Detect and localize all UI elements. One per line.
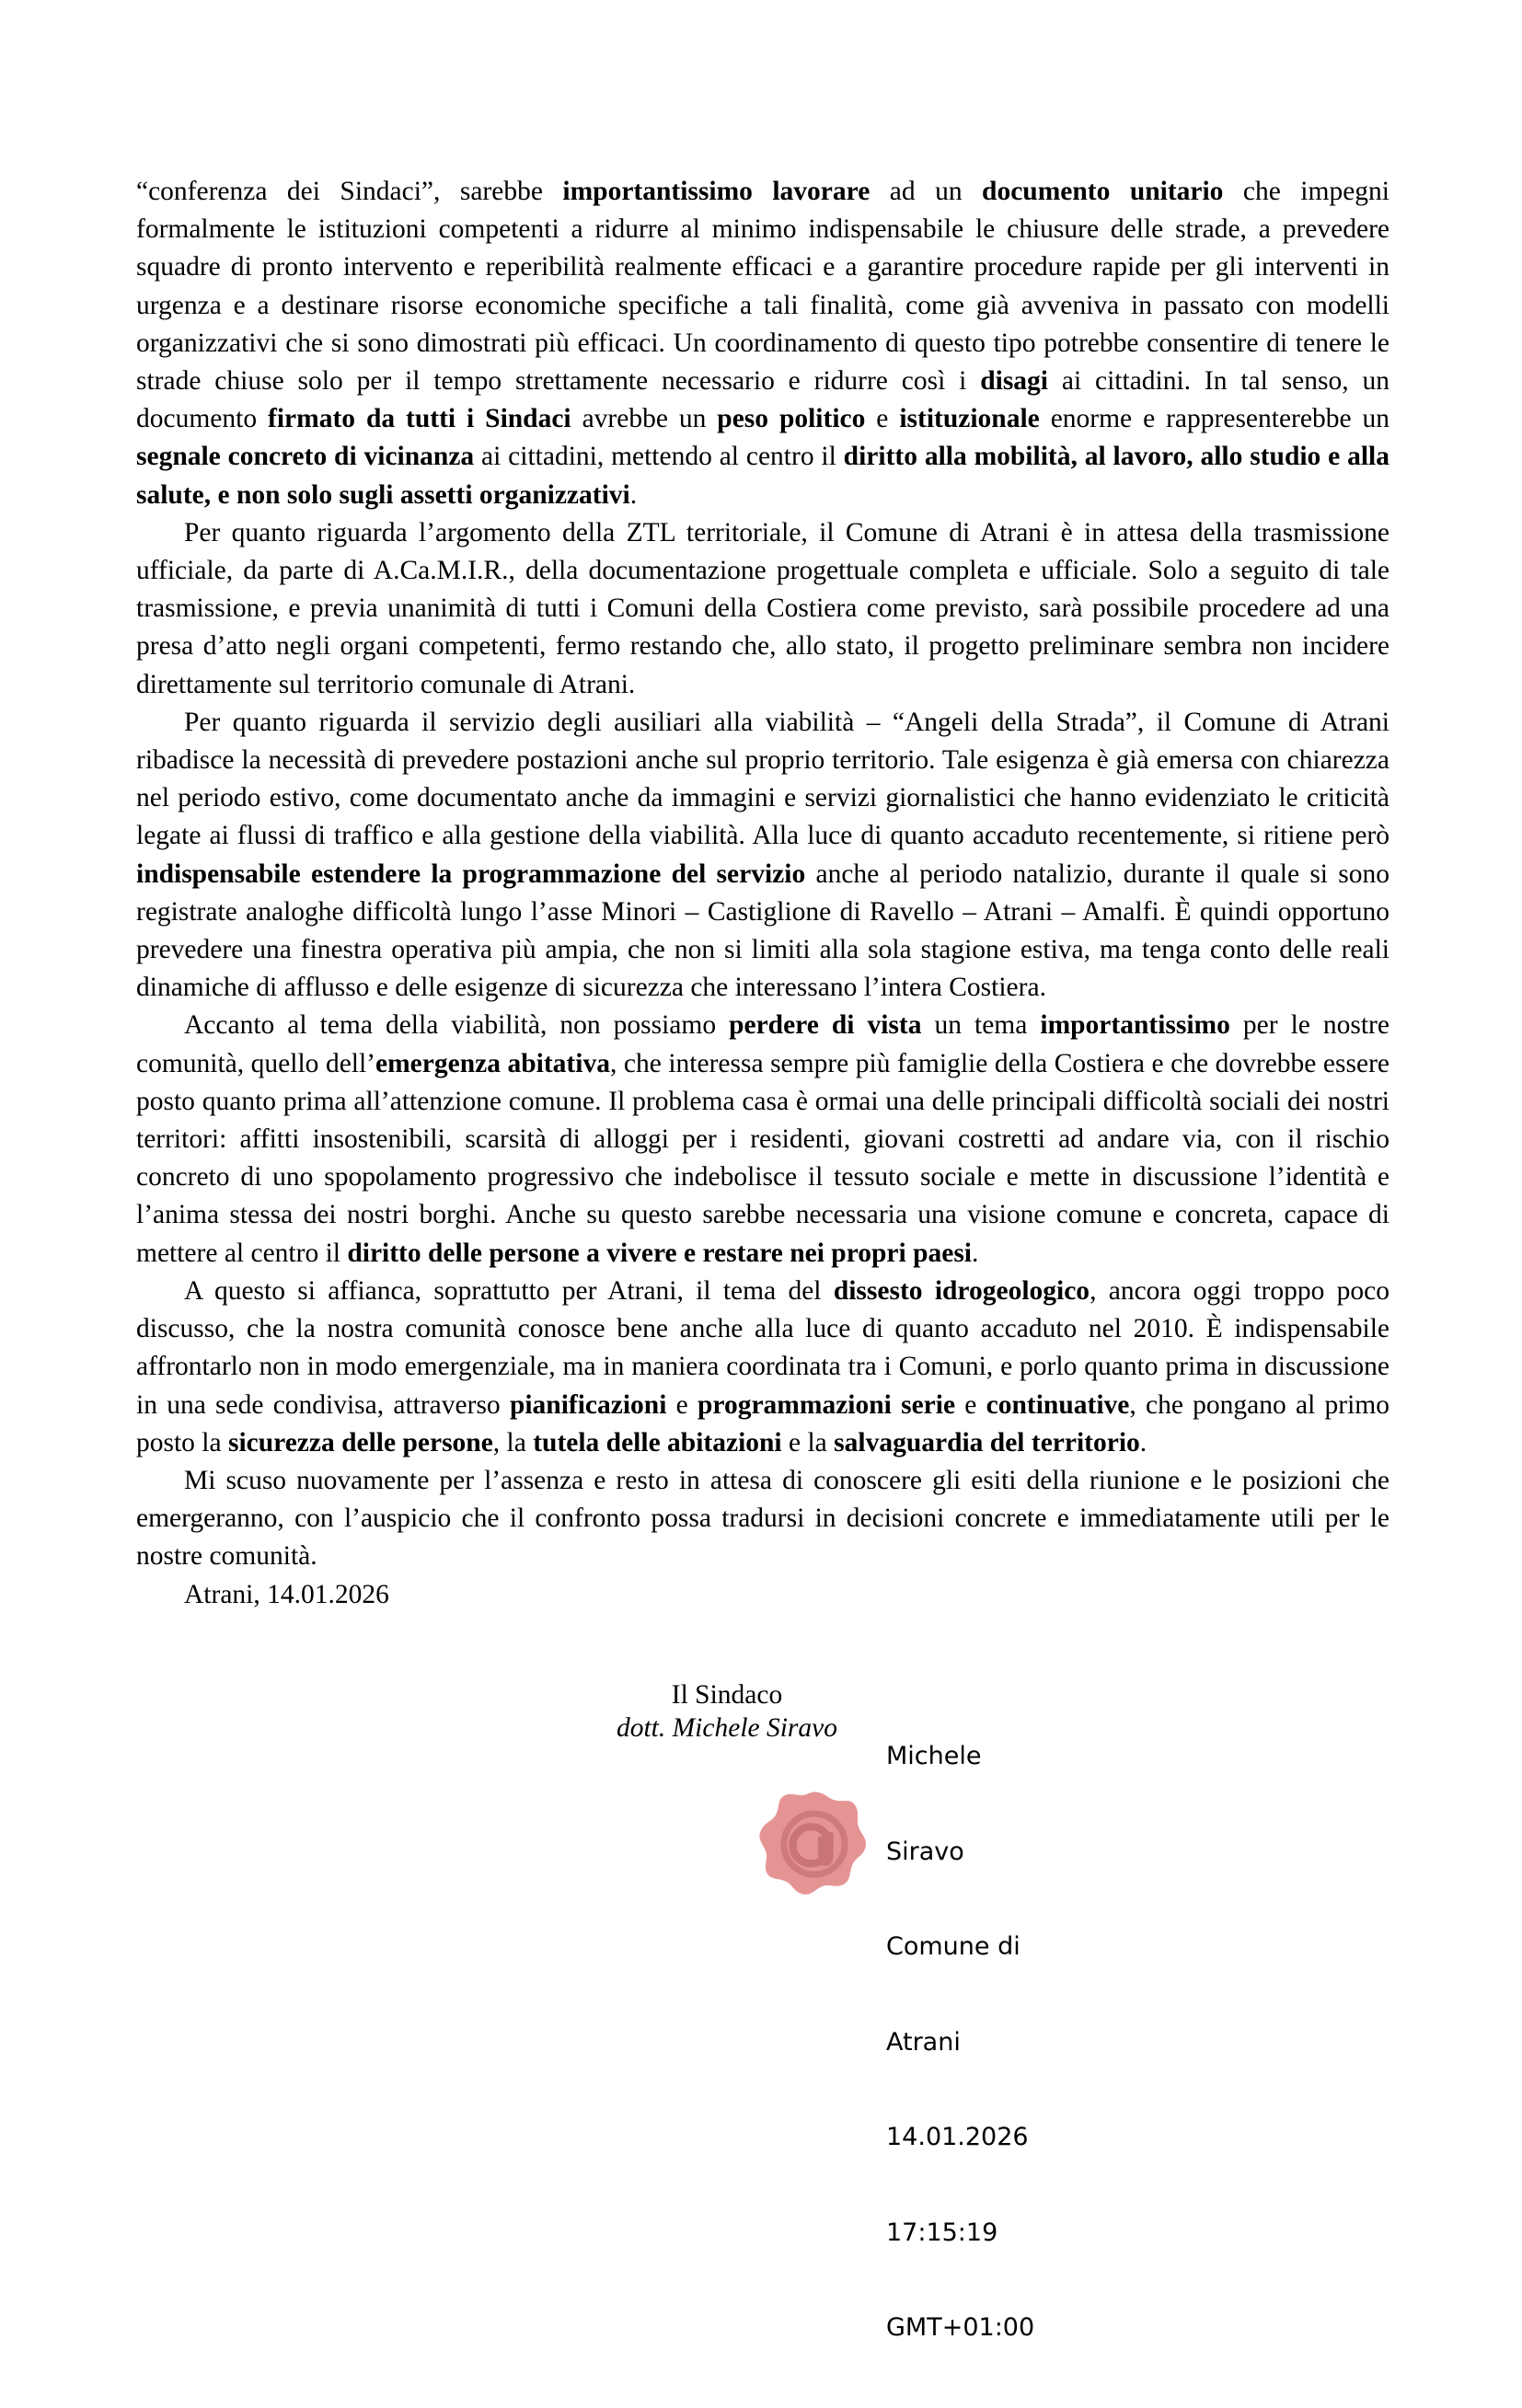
text-run: ai cittadini, mettendo al centro il	[474, 442, 844, 472]
text-run: un tema	[921, 1010, 1041, 1041]
emphasis-run: importantissimo lavorare	[562, 177, 871, 206]
stamp-line-4: Atrani	[886, 2027, 961, 2057]
document-body	[136, 173, 1389, 1614]
text-run: , che interessa sempre più famiglie della Costiera e che dovrebbe essere posto quanto prima all’attenzione comune. Il problema casa è ormai una delle principali difficoltà sociali dei nostri territori: affitti insostenibili, scarsità di alloggi per i residenti, giovani costretti ad andare via, con il rischio concreto di uno spopolamento progressivo che indebolisce il tessuto sociale e mette in discussione l’identità e l’anima stessa dei nostri borghi. Anche su questo sarebbe necessaria una visione comune e concreta, capace di mettere al centro il	[136, 1048, 1389, 1268]
stamp-line-6: 17:15:19	[886, 2218, 998, 2247]
emphasis-run: indispensabile estendere la programmazione del servizio	[136, 858, 806, 889]
emphasis-run: perdere di vista	[729, 1010, 922, 1041]
emphasis-run: disagi	[980, 366, 1048, 397]
stamp-line-7: GMT+01:00	[886, 2313, 1035, 2342]
emphasis-run: sicurezza delle persone	[227, 1427, 493, 1457]
text-run: Accanto al tema della viabilità, non possiamo	[184, 1010, 730, 1041]
paragraph-6	[136, 1462, 1389, 1576]
emphasis-run: importantissimo	[1040, 1010, 1230, 1041]
text-run: Mi scuso nuovamente per l’assenza e resto in attesa di conoscere gli esiti della riunione e le posizioni che emergeranno, con l’auspicio che il confronto possa tradursi in decisioni concrete e immediatamente utili per le nostre comunità.	[136, 1465, 1389, 1572]
text-run: .	[1139, 1427, 1147, 1457]
stamp-line-2: Siravo	[886, 1837, 964, 1866]
text-run: che impegni formalmente le istituzioni competenti a ridurre al minimo indispensabile le chiusure delle strade, a prevedere squadre di pronto intervento e reperibilità realmente efficaci e a garantire procedure rapide per gli interventi in urgenza e a destinare risorse economiche specifiche a tali finalità, come già avveniva in passato con modelli organizzativi che si sono dimostrati più efficaci. Un coordinamento di questo tipo potrebbe consentire di tenere le strade chiuse solo per il tempo strettamente necessario e ridurre così i	[136, 177, 1389, 397]
emphasis-run: firmato da tutti i Sindaci	[268, 404, 571, 434]
emphasis-run: emergenza abitativa	[375, 1048, 610, 1078]
signature-name: dott. Michele Siravo	[616, 1713, 838, 1743]
stamp-line-5: 14.01.2026	[886, 2123, 1029, 2151]
emphasis-run: segnale concreto di vicinanza	[136, 442, 475, 472]
emphasis-run: diritto delle persone a vivere e restare nei propri paesi	[347, 1238, 973, 1268]
text-run: A questo si affianca, soprattutto per Atrani, il tema del	[184, 1275, 834, 1306]
emphasis-run: programmazioni serie	[698, 1389, 956, 1420]
emphasis-run: documento unitario	[982, 177, 1224, 206]
text-run: e la	[781, 1427, 835, 1457]
text-run: per le nostre comunità, quello dell’	[136, 1010, 1389, 1078]
text-run: anche al periodo natalizio, durante il quale si sono registrate analoghe difficoltà lungo l’asse Minori – Castiglione di Ravello – Atrani – Amalfi. È quindi opportuno prevedere una finestra operativa più ampia, che non si limiti alla sola stagione estiva, ma tenga conto delle reali dinamiche di afflusso e delle esigenze di sicurezza che interessano l’intera Costiera.	[136, 858, 1390, 1003]
paragraph-3	[136, 704, 1389, 1008]
emphasis-run: peso politico	[717, 404, 866, 434]
paragraph-5	[136, 1273, 1389, 1462]
text-run: Per quanto riguarda il servizio degli ausiliari alla viabilità – “Angeli della Strada”, il Comune di Atrani ribadisce la necessità di prevedere postazioni anche sul proprio territorio. Tale esigenza è già emersa con chiarezza nel periodo estivo, come documentato anche da immagini e servizi giornalistici che hanno evidenziato le criticità legate ai flussi di traffico e alla gestione della viabilità. Alla luce di quanto accaduto recentemente, si ritiene però	[136, 707, 1389, 851]
text-run: ai cittadini. In tal senso, un documento	[136, 366, 1389, 434]
paragraph-4	[136, 1007, 1389, 1272]
emphasis-run: tutela delle abitazioni	[533, 1427, 782, 1457]
text-run: “conferenza dei Sindaci”, sarebbe	[136, 177, 563, 206]
text-run: , ancora oggi troppo poco discusso, che la nostra comunità conosce bene anche alla luce di quanto accaduto nel 2010. È indispensabile affrontarlo non in modo emergenziale, ma in maniera coordinata tra i Comuni, e porlo quanto prima in discussione in una sede condivisa, attraverso	[136, 1275, 1390, 1420]
stamp-line-3: Comune di	[886, 1932, 1020, 1961]
text-run: , la	[492, 1427, 534, 1457]
text-run: , che pongano al primo posto la	[136, 1389, 1390, 1457]
text-run: avrebbe un	[571, 404, 718, 434]
emphasis-run: dissesto idrogeologico	[833, 1275, 1090, 1306]
text-run: e	[865, 404, 900, 434]
stamp-line-1: Michele	[886, 1742, 982, 1770]
emphasis-run: salvaguardia del territorio	[834, 1427, 1140, 1457]
signature-block	[589, 1678, 865, 1745]
digital-signature-details	[886, 1677, 1034, 2408]
text-run: ad un	[870, 177, 983, 206]
digital-signature-seal-icon	[760, 1789, 869, 1897]
paragraph-1	[136, 173, 1389, 514]
text-run: Per quanto riguarda l’argomento della ZTL territoriale, il Comune di Atrani è in attesa della trasmissione ufficiale, da parte di A.Ca.M.I.R., della documentazione progettuale completa e ufficiale. Solo a seguito di tale trasmissione, e previa unanimità di tutti i Comuni della Costiera come previsto, sarà possibile procedere ad una presa d’atto negli organi competenti, fermo restando che, allo stato, il progetto preliminare sembra non incidere direttamente sul territorio comunale di Atrani.	[136, 517, 1389, 699]
emphasis-run: pianificazioni	[509, 1389, 667, 1420]
text-run: e	[666, 1389, 698, 1420]
place-and-date: Atrani, 14.01.2026	[184, 1579, 389, 1609]
signature-title: Il Sindaco	[671, 1680, 783, 1710]
emphasis-run: continuative	[986, 1389, 1130, 1420]
emphasis-run: diritto alla mobilità, al lavoro, allo studio e alla salute, e non solo sugli assetti organizzativi	[136, 442, 1390, 510]
emphasis-run: istituzionale	[899, 404, 1040, 434]
text-run: enorme e rappresenterebbe un	[1039, 404, 1389, 434]
text-run: e	[955, 1389, 986, 1420]
text-run: .	[972, 1238, 979, 1268]
paragraph-2	[136, 514, 1389, 704]
text-run: .	[629, 479, 638, 510]
